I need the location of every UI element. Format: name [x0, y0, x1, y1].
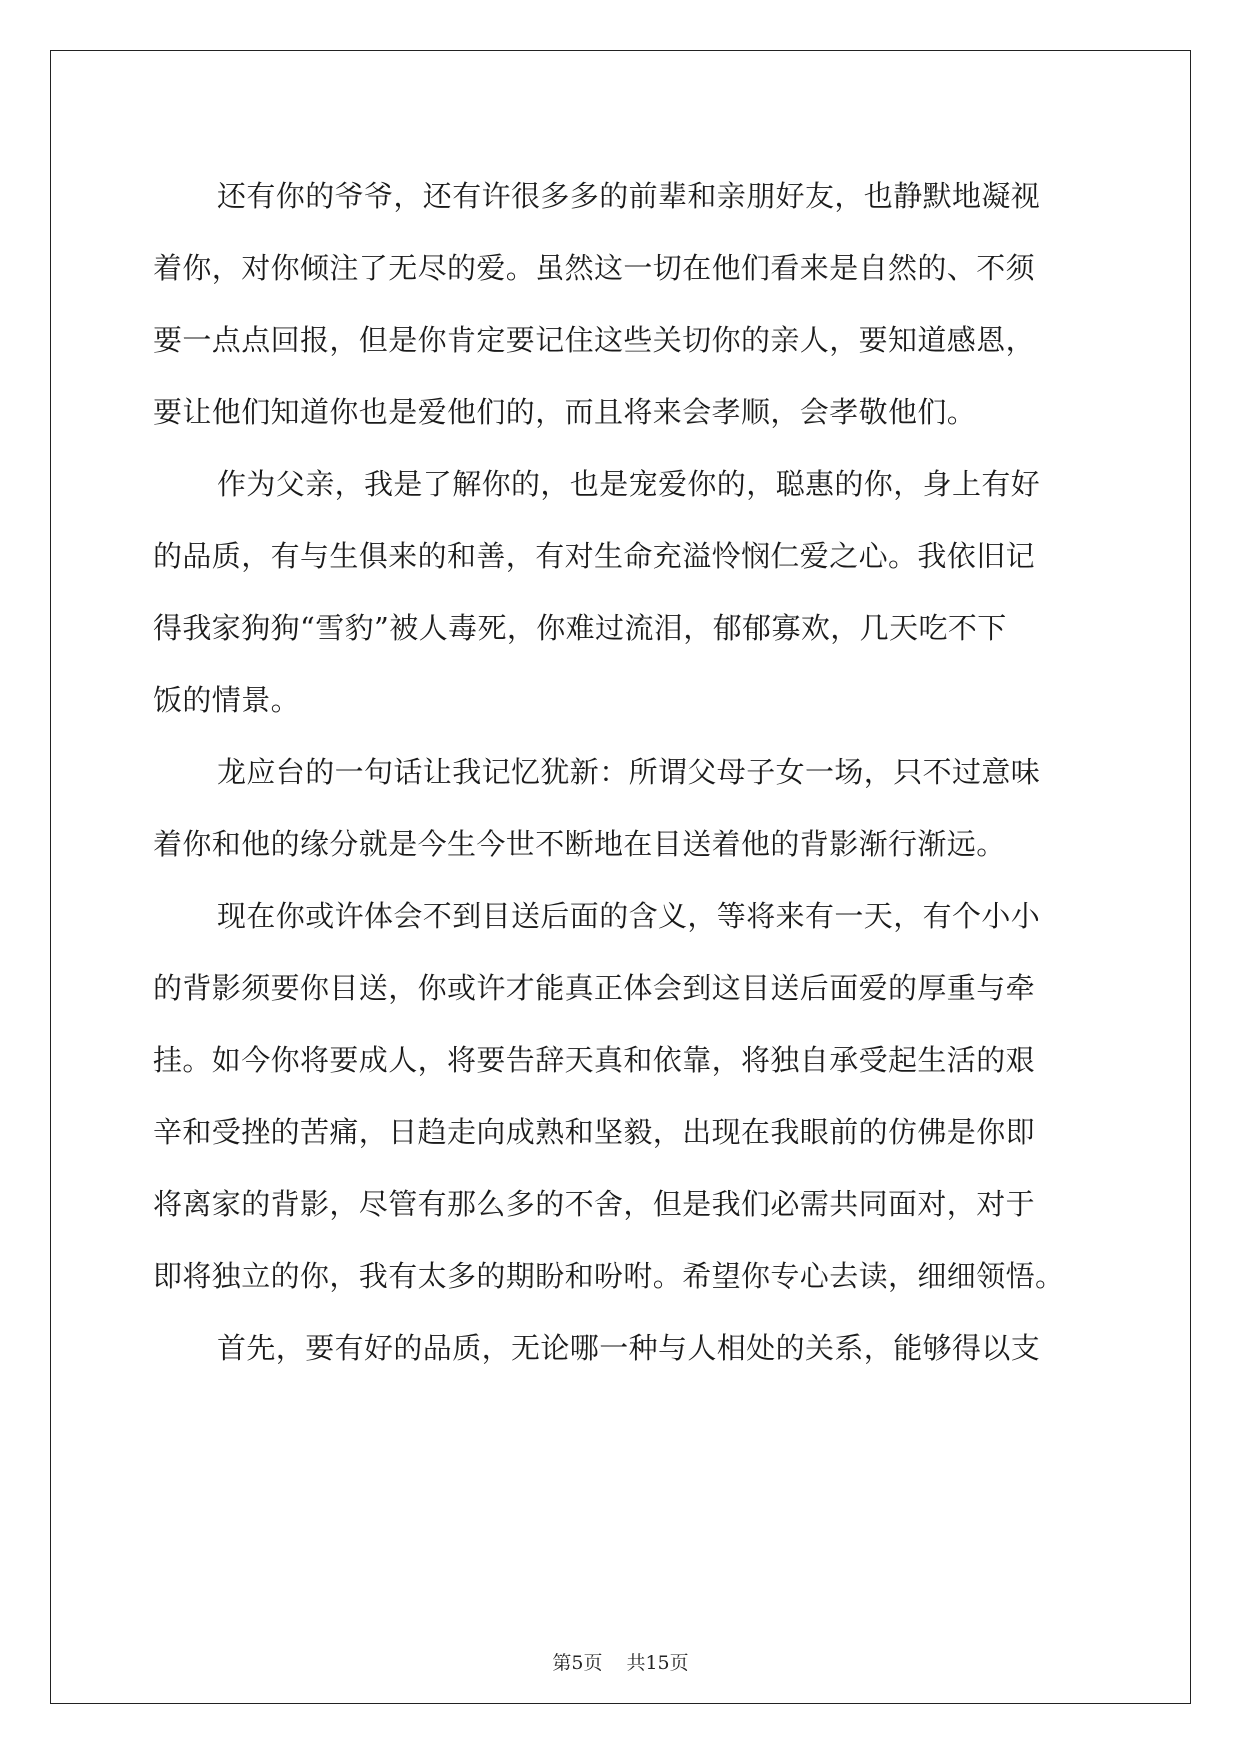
- text-line: 着你，对你倾注了无尽的爱。虽然这一切在他们看来是自然的、不须: [153, 251, 1036, 285]
- paragraph-5: [153, 1312, 1093, 1384]
- text-line: 即将独立的你，我有太多的期盼和吩咐。希望你专心去读，细细领悟。: [153, 1259, 1065, 1293]
- text-line: 将离家的背影，尽管有那么多的不舍，但是我们必需共同面对，对于: [153, 1187, 1036, 1221]
- text-line: 着你和他的缘分就是今生今世不断地在目送着他的背影渐行渐远。: [153, 827, 1006, 861]
- page-number: 第5页: [552, 1652, 603, 1674]
- paragraph-1: [153, 160, 1093, 448]
- text-line: 挂。如今你将要成人，将要告辞天真和依靠，将独自承受起生活的艰: [153, 1043, 1036, 1077]
- paragraph-2: [153, 448, 1093, 736]
- text-line: 得我家狗狗“雪豹”被人毒死，你难过流泪，郁郁寡欢，几天吃不下: [153, 611, 1007, 645]
- text-line: 辛和受挫的苦痛，日趋走向成熟和坚毅，出现在我眼前的仿佛是你即: [153, 1115, 1036, 1149]
- paragraph-3: [153, 736, 1093, 880]
- page-footer: [0, 1648, 1241, 1675]
- text-line: 要一点点回报，但是你肯定要记住这些关切你的亲人，要知道感恩，: [153, 323, 1036, 357]
- text-line: 要让他们知道你也是爱他们的，而且将来会孝顺，会孝敬他们。: [153, 395, 977, 429]
- text-line: 饭的情景。: [153, 683, 301, 717]
- text-line: 作为父亲，我是了解你的，也是宠爱你的，聪惠的你，身上有好: [217, 467, 1041, 501]
- text-line: 首先，要有好的品质，无论哪一种与人相处的关系，能够得以支: [217, 1331, 1041, 1365]
- text-line: 的品质，有与生俱来的和善，有对生命充溢怜悯仁爱之心。我依旧记: [153, 539, 1036, 573]
- text-line: 现在你或许体会不到目送后面的含义，等将来有一天，有个小小: [217, 899, 1041, 933]
- text-line: 龙应台的一句话让我记忆犹新：所谓父母子女一场，只不过意味: [217, 755, 1041, 789]
- text-line: 的背影须要你目送，你或许才能真正体会到这目送后面爱的厚重与牵: [153, 971, 1036, 1005]
- page-total: 共15页: [626, 1652, 689, 1674]
- text-line: 还有你的爷爷，还有许很多多的前辈和亲朋好友，也静默地凝视: [217, 179, 1041, 213]
- document-body: [153, 160, 1093, 1384]
- paragraph-4: [153, 880, 1093, 1312]
